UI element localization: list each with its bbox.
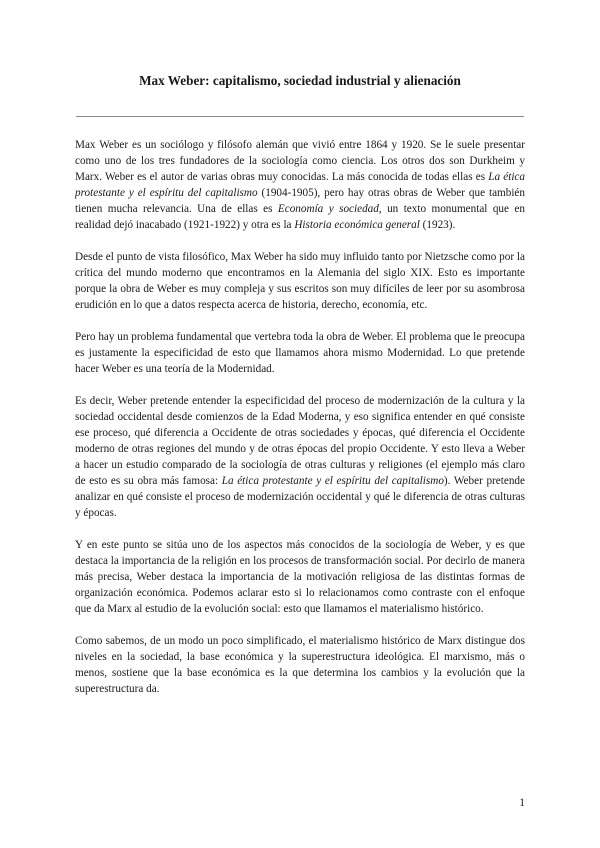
paragraph-text: ). Weber pretende analizar en qué consiste el proceso de modernización occidental y qué le diferencia de otras culturas y épocas.	[75, 475, 525, 520]
paragraph-text: Max Weber es un sociólogo y filósofo alemán que vivió entre 1864 y 1920. Se le suele presentar como uno de los tres fundadores de la sociología como ciencia. Los otros dos son Durkheim y Marx. Weber es el autor de varias obras muy conocidas. La más conocida de todas ellas es	[75, 139, 525, 184]
paragraph-text: (1923).	[419, 219, 456, 232]
page-number: 1	[519, 797, 525, 809]
book-title: La ética protestante y el espíritu del capitalismo	[75, 171, 525, 200]
book-title: Historia económica general	[294, 219, 420, 232]
paragraph-text: Como sabemos, de un modo un poco simplificado, el materialismo histórico de Marx distingue dos niveles en la sociedad, la base económica y la superestructura ideológica. El marxismo, más o menos, sostiene que la base económica es la que determina los cambios y la evolución que la superestructura da.	[75, 634, 525, 696]
paragraph-6	[75, 633, 525, 697]
title-divider	[76, 116, 524, 117]
paragraph-text: Y en este punto se sitúa uno de los aspectos más conocidos de la sociología de Weber, y es que destaca la importancia de la religión en los procesos de transformación social. Por decirlo de manera más precisa, Weber destaca la importancia de la motivación religiosa de las distintas formas de organización económica. Podemos aclarar esto si lo relacionamos como contraste con el enfoque que da Marx al estudio de la evolución social: esto que llamamos el materialismo histórico.	[75, 538, 525, 616]
paragraph-text: Desde el punto de vista filosófico, Max Weber ha sido muy influido tanto por Nietzsche como por la crítica del mundo moderno que encontramos en la Alemania del siglo XIX. Esto es importante porque la obra de Weber es muy compleja y sus escritos son muy difíciles de leer por su asombrosa erudición en lo que a datos respecta acerca de historia, derecho, economía, etc.	[75, 251, 525, 312]
paragraph-text: Pero hay un problema fundamental que vertebra toda la obra de Weber. El problema que le preocupa es justamente la especificidad de esto que llamamos ahora mismo Modernidad. Lo que pretende hacer Weber es una teoría de la Modernidad.	[75, 330, 525, 376]
paragraph-text: , un texto monumental que en realidad dejó inacabado (1921-1922) y otra es la	[75, 203, 525, 232]
paragraph-text: (1904-1905), pero hay otras obras de Weber que también tienen mucha relevancia. Una de ellas es	[75, 187, 525, 216]
paragraph-1	[75, 137, 525, 234]
document-body	[75, 137, 525, 713]
page-title: Max Weber: capitalismo, sociedad industrial y alienación	[139, 73, 461, 88]
book-title: La ética protestante y el espíritu del capitalismo	[221, 475, 444, 488]
paragraph-5	[75, 537, 525, 617]
paragraph-text: Es decir, Weber pretende entender la especificidad del proceso de modernización de la cultura y la sociedad occidental desde comienzos de la Edad Moderna, y eso significa entender en qué consiste ese proceso, qué diferencia a Occidente de otras sociedades y épocas, qué diferencia el Occidente moderno de otras regiones del mundo y de otras épocas del propio Occidente. Y esto lleva a Weber a hacer un estudio comparado de la sociología de otras culturas y religiones (el ejemplo más claro de esto es su obra más famosa:	[75, 394, 525, 488]
paragraph-2	[75, 249, 525, 313]
paragraph-3	[75, 329, 525, 377]
paragraph-4	[75, 393, 525, 522]
book-title: Economía y sociedad	[277, 203, 379, 216]
